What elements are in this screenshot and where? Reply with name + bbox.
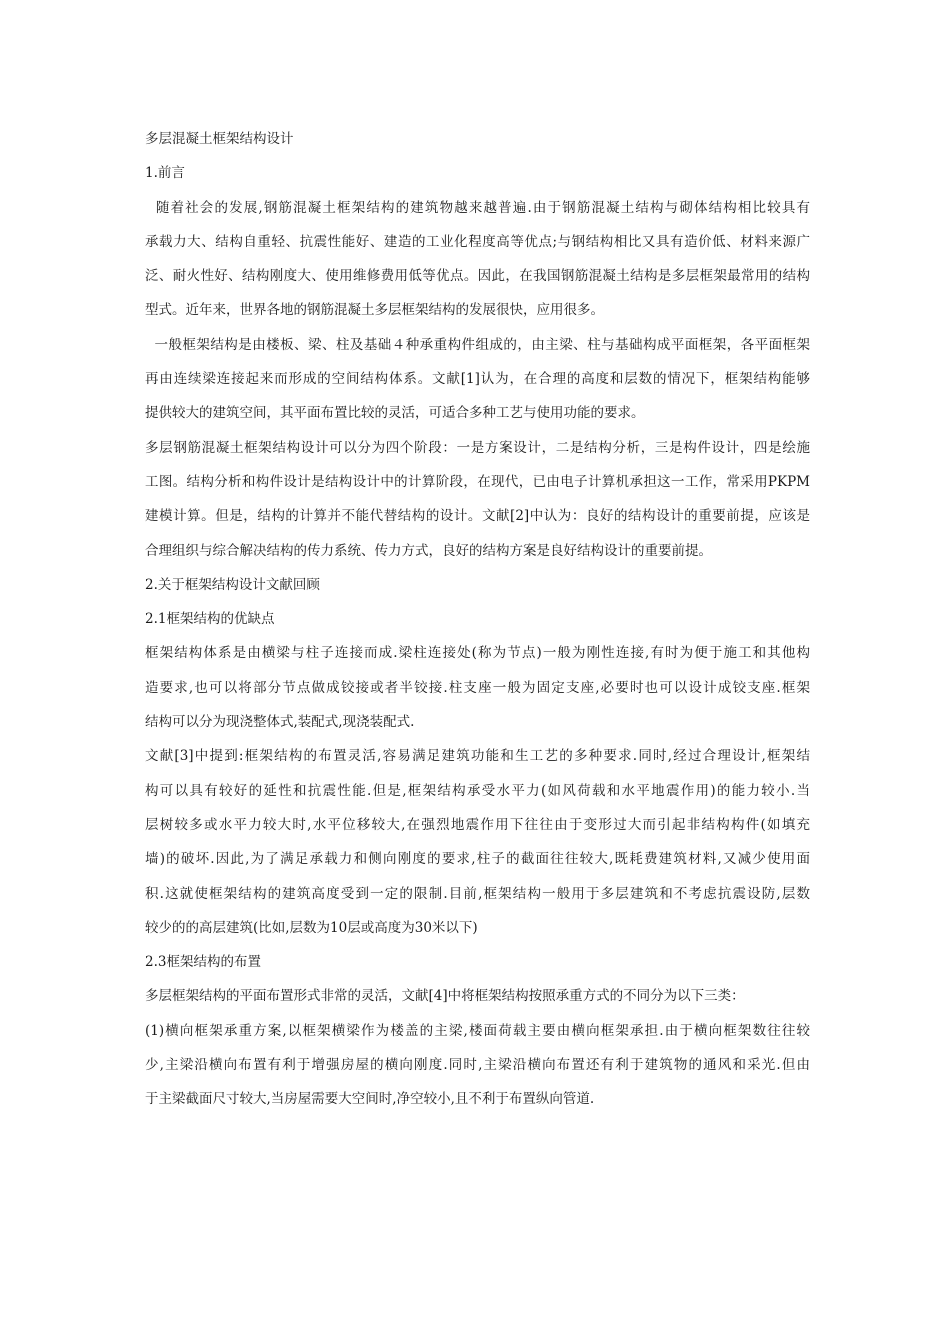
text-line: 合理组织与综合解决结构的传力系统、传力方式，良好的结构方案是良好结构设计的重要前提。 <box>145 542 712 559</box>
section-heading-2-3: 2.3框架结构的布置 <box>145 954 261 971</box>
text-line: 一般框架结构是由楼板、梁、柱及基础４种承重构件组成的，由主梁、柱与基础构成平面框架，各平面框架 <box>145 336 810 353</box>
paragraph-2-3-2 <box>145 1014 810 1117</box>
text-line: 再由连续梁连接起来而形成的空间结构体系。文献[1]认为，在合理的高度和层数的情况下，框架结构能够 <box>145 371 810 388</box>
text-line: 型式。近年来，世界各地的钢筋混凝土多层框架结构的发展很快，应用很多。 <box>145 302 604 319</box>
text-line: 文献[3]中提到:框架结构的布置灵活,容易满足建筑功能和生工艺的多种要求.同时,经过合理设计,框架结 <box>145 748 810 765</box>
text-line: 提供较大的建筑空间，其平面布置比较的灵活，可适合多种工艺与使用功能的要求。 <box>145 405 645 422</box>
paragraph-2-3-1 <box>145 979 810 1013</box>
text-line: 随着社会的发展,钢筋混凝土框架结构的建筑物越来越普遍.由于钢筋混凝土结构与砌体结构相比较具有 <box>145 199 810 216</box>
text-line: (1)横向框架承重方案,以框架横梁作为楼盖的主梁,楼面荷载主要由横向框架承担.由于横向框架数往往较 <box>145 1022 810 1039</box>
text-line: 多层框架结构的平面布置形式非常的灵活，文献[4]中将框架结构按照承重方式的不同分为以下三类： <box>145 988 745 1005</box>
text-line: 于主梁截面尺寸较大,当房屋需要大空间时,净空较小,且不利于布置纵向管道. <box>145 1091 595 1108</box>
paragraph-2-1-2 <box>145 739 810 945</box>
text-line: 少,主梁沿横向布置有利于增强房屋的横向刚度.同时,主梁沿横向布置还有利于建筑物的通风和采光.但由 <box>145 1057 810 1074</box>
section-heading-2: 2.关于框架结构设计文献回顾 <box>145 576 320 593</box>
text-line: 层树较多或水平力较大时,水平位移较大,在强烈地震作用下往往由于变形过大而引起非结构构件(如填充 <box>145 816 810 833</box>
text-line: 工图。结构分析和构件设计是结构设计中的计算阶段，在现代，已由电子计算机承担这一工作，常采用PKPM <box>145 473 810 490</box>
section-heading-2-1: 2.1框架结构的优缺点 <box>145 611 275 628</box>
text-line: 构可以具有较好的延性和抗震性能.但是,框架结构承受水平力(如风荷载和水平地震作用)的能力较小.当 <box>145 782 810 799</box>
section-heading-1: 1.前言 <box>145 165 185 182</box>
text-line: 框架结构体系是由横梁与柱子连接而成.梁柱连接处(称为节点)一般为刚性连接,有时为便于施工和其他构 <box>145 645 810 662</box>
paragraph-1-1 <box>145 191 810 328</box>
paragraph-2-1-1 <box>145 636 810 739</box>
text-line: 结构可以分为现浇整体式,装配式,现浇装配式. <box>145 714 415 731</box>
paragraph-1-2 <box>145 328 810 431</box>
paragraph-1-3 <box>145 431 810 568</box>
document-title: 多层混凝土框架结构设计 <box>145 131 294 147</box>
document-body <box>145 122 810 1117</box>
text-line: 承载力大、结构自重轻、抗震性能好、建造的工业化程度高等优点;与钢结构相比又具有造价低、材料来源广 <box>145 233 810 250</box>
text-line: 泛、耐火性好、结构刚度大、使用维修费用低等优点。因此，在我国钢筋混凝土结构是多层框架最常用的结构 <box>145 268 810 285</box>
text-line: 较少的的高层建筑(比如,层数为10层或高度为30米以下) <box>145 919 478 936</box>
text-line: 造要求,也可以将部分节点做成铰接或者半铰接.柱支座一般为固定支座,必要时也可以设计成铰支座.框架 <box>145 679 810 696</box>
text-line: 墙)的破坏.因此,为了满足承载力和侧向刚度的要求,柱子的截面往往较大,既耗费建筑材料,又减少使用面 <box>145 851 810 868</box>
text-line: 积.这就使框架结构的建筑高度受到一定的限制.目前,框架结构一般用于多层建筑和不考虑抗震设防,层数 <box>145 885 810 902</box>
text-line: 建模计算。但是，结构的计算并不能代替结构的设计。文献[2]中认为：良好的结构设计的重要前提，应该是 <box>145 508 810 525</box>
text-line: 多层钢筋混凝土框架结构设计可以分为四个阶段：一是方案设计，二是结构分析，三是构件设计，四是绘施 <box>145 439 810 456</box>
